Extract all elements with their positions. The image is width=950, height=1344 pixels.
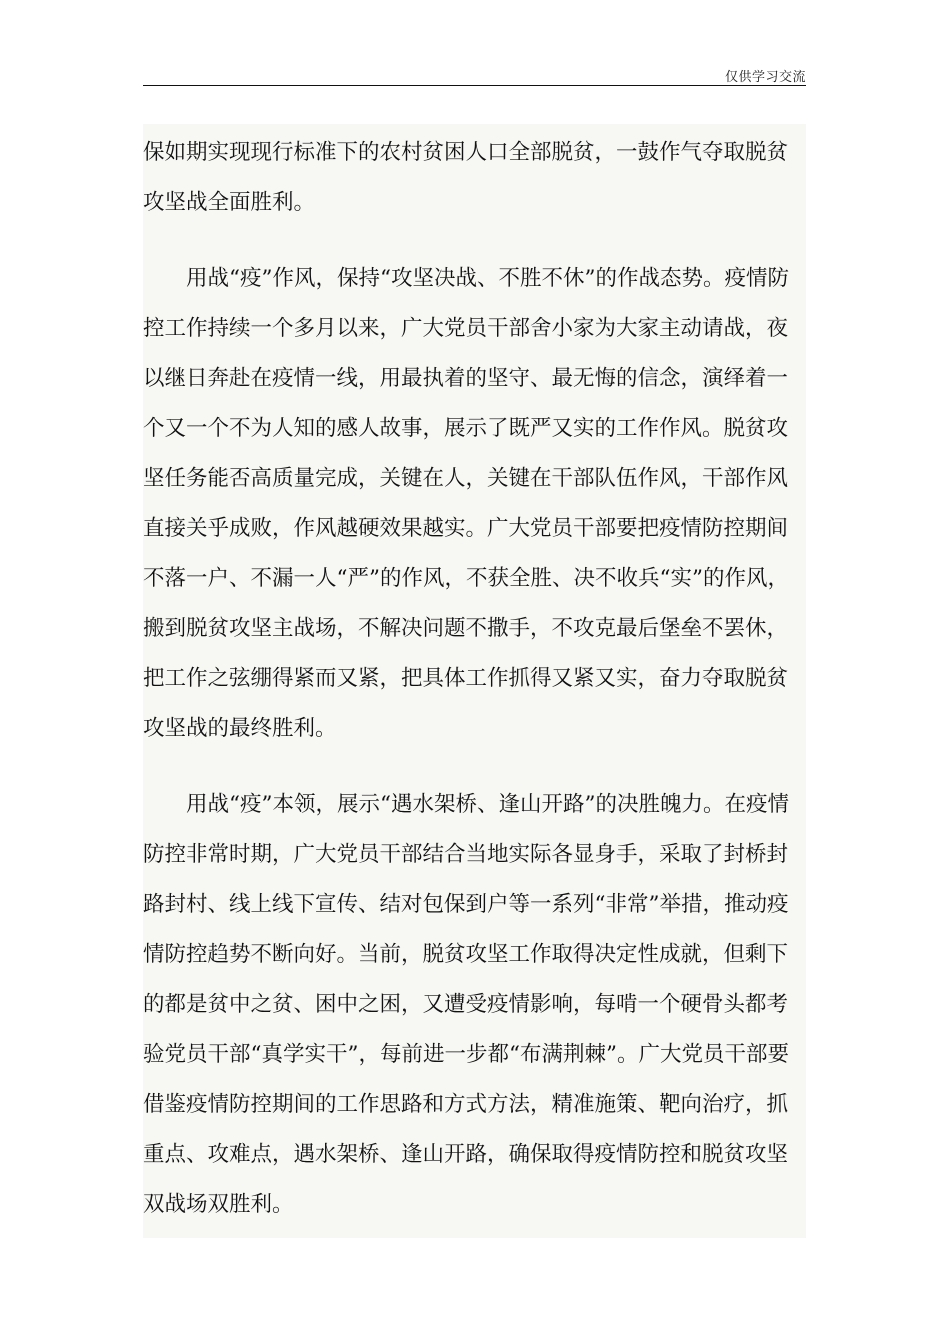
document-body (143, 124, 806, 1238)
paragraph-continuation: 保如期实现现行标准下的农村贫困人口全部脱贫，一鼓作气夺取脱贫攻坚战全面胜利。 (143, 140, 789, 215)
paragraph-work-style: 用战“疫”作风，保持“攻坚决战、不胜不休”的作战态势。疫情防控工作持续一个多月以来，广大党员干部舍小家为大家主动请战，夜以继日奔赴在疫情一线，用最执着的坚守、最无悔的信念，演绎着一个又一个不为人知的感人故事，展示了既严又实的工作作风。脱贫攻坚任务能否高质量完成，关键在人，关键在干部队伍作风，干部作风直接关乎成败，作风越硬效果越实。广大党员干部要把疫情防控期间不落一户、不漏一人“严”的作风，不获全胜、决不收兵“实”的作风，搬到脱贫攻坚主战场，不解决问题不撒手，不攻克最后堡垒不罢休，把工作之弦绷得紧而又紧，把具体工作抓得又紧又实，奋力夺取脱贫攻坚战的最终胜利。 (143, 266, 789, 741)
paragraph-capability: 用战“疫”本领，展示“遇水架桥、逢山开路”的决胜魄力。在疫情防控非常时期，广大党员干部结合当地实际各显身手，采取了封桥封路封村、线上线下宣传、结对包保到户等一系列“非常”举措，推动疫情防控趋势不断向好。当前，脱贫攻坚工作取得决定性成就，但剩下的都是贫中之贫、困中之困，又遭受疫情影响，每啃一个硬骨头都考验党员干部“真学实干”，每前进一步都“布满荆棘”。广大党员干部要借鉴疫情防控期间的工作思路和方式方法，精准施策、靶向治疗，抓重点、攻难点，遇水架桥、逢山开路，确保取得疫情防控和脱贫攻坚双战场双胜利。 (143, 792, 789, 1217)
header-rule (143, 85, 806, 86)
header-note: 仅供学习交流 (724, 70, 806, 85)
